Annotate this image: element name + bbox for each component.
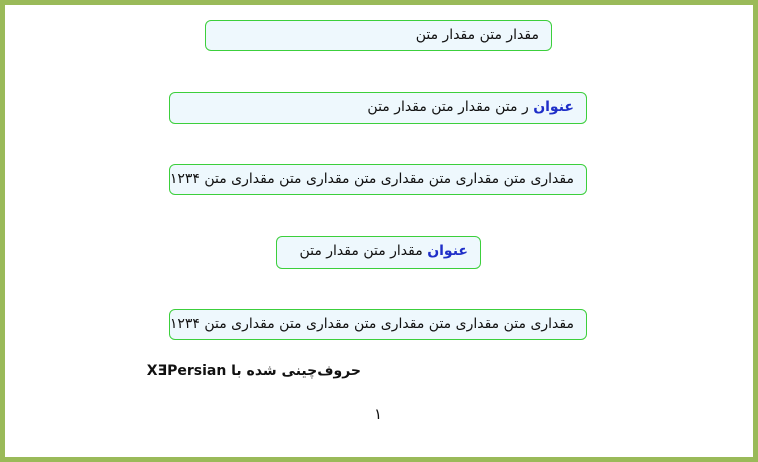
titled-block-2-body: مقدار متن مقدار متن — [299, 243, 423, 259]
text-block-2-body: مقداری متن مقداری متن مقداری متن مقداری متن مقداری متن ۱۲۳۴ — [169, 171, 574, 187]
text-block-2 — [169, 164, 587, 195]
titled-block-2-title: عنوان — [427, 243, 468, 259]
titled-block-1-body: ر متن مقدار متن مقدار متن — [367, 99, 529, 115]
titled-block-1 — [169, 92, 587, 124]
text-block-3-body: مقداری متن مقداری متن مقداری متن مقداری متن مقداری متن ۱۲۳۴ — [169, 316, 574, 332]
text-block-1 — [205, 20, 552, 51]
text-block-1-body: مقدار متن مقدار متن — [415, 27, 539, 43]
titled-block-1-title: عنوان — [533, 99, 574, 115]
text-block-3 — [169, 309, 587, 340]
titled-block-2 — [276, 236, 481, 269]
page-number: ۱ — [373, 405, 383, 423]
typeset-credit: حروف‌چینی شده با XƎPersian — [146, 363, 361, 379]
